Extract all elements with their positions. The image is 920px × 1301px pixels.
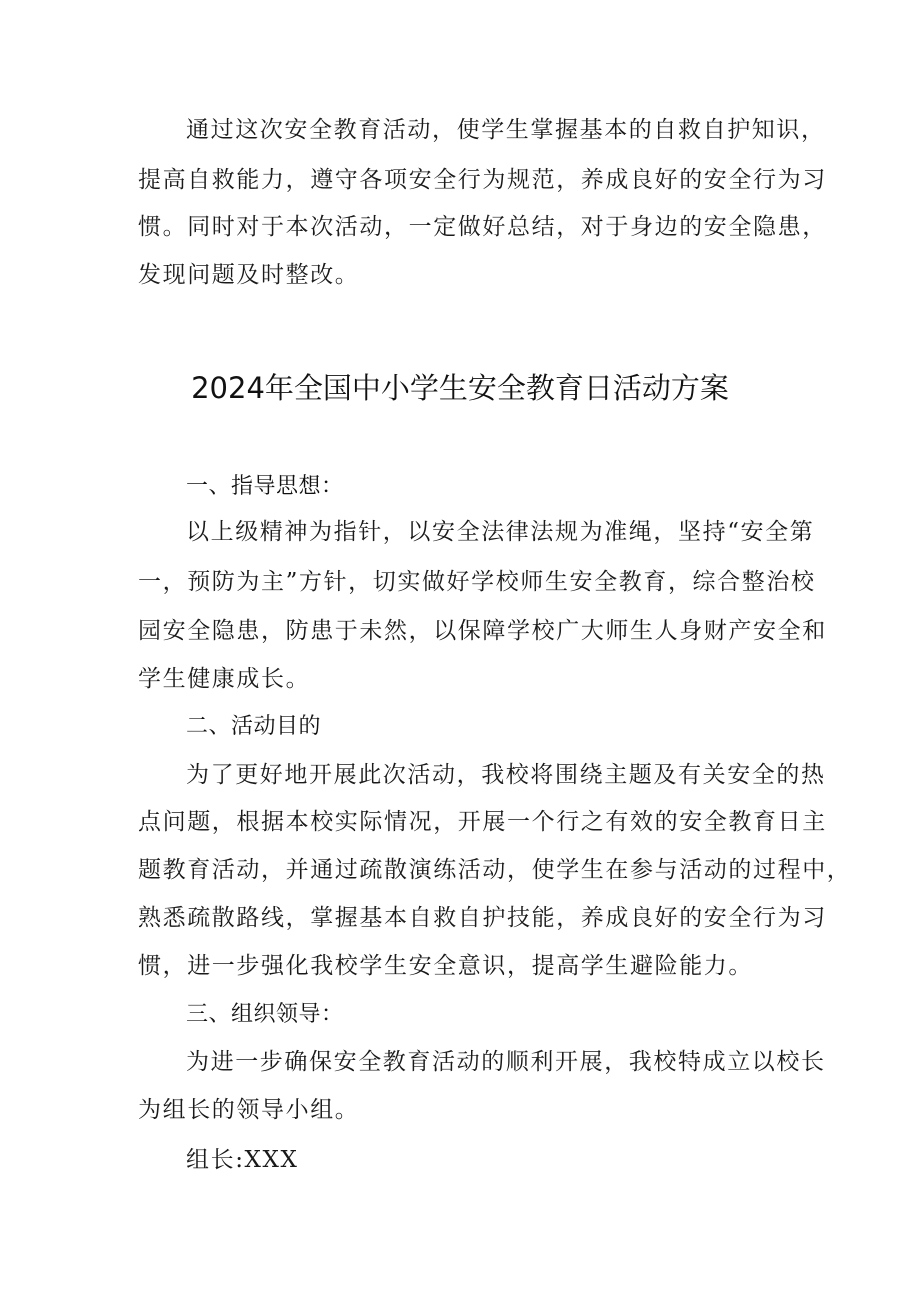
section-1-line-2: 一，预防为主”方针，切实做好学校师生安全教育，综合整治校 <box>138 569 816 595</box>
section-2-line-1: 为了更好地开展此次活动，我校将围绕主题及有关安全的热 <box>186 762 826 788</box>
section-1-line-4: 学生健康成长。 <box>138 666 311 692</box>
section-2-line-5: 惯，进一步强化我校学生安全意识，提高学生避险能力。 <box>138 953 753 979</box>
section-heading-organization: 三、组织领导： <box>186 1002 344 1027</box>
intro-line-3: 惯。同时对于本次活动，一定做好总结，对于身边的安全隐患， <box>138 214 827 240</box>
section-2-line-4: 熟悉疏散路线，掌握基本自救自护技能，养成良好的安全行为习 <box>138 905 827 931</box>
intro-line-1: 通过这次安全教育活动，使学生掌握基本的自救自护知识， <box>186 117 826 143</box>
intro-line-4: 发现问题及时整改。 <box>138 262 360 288</box>
document-title: 2024年全国中小学生安全教育日活动方案 <box>191 371 729 405</box>
intro-line-2: 提高自救能力，遵守各项安全行为规范，养成良好的安全行为习 <box>138 167 827 193</box>
section-3-line-1: 为进一步确保安全教育活动的顺利开展，我校特成立以校长 <box>186 1049 826 1075</box>
section-2-line-3: 题教育活动，并通过疏散演练活动，使学生在参与活动的过程中， <box>138 857 852 883</box>
leader-line: 组长:XXX <box>186 1147 299 1173</box>
section-3-line-2: 为组长的领导小组。 <box>138 1097 360 1123</box>
section-heading-guiding-ideology: 一、指导思想： <box>186 474 344 499</box>
section-2-line-2: 点问题，根据本校实际情况，开展一个行之有效的安全教育日主 <box>138 809 827 835</box>
section-1-line-1: 以上级精神为指针，以安全法律法规为准绳，坚持“安全第 <box>186 519 815 545</box>
section-1-line-3: 园安全隐患，防患于未然，以保障学校广大师生人身财产安全和 <box>138 618 827 644</box>
section-heading-activity-purpose: 二、活动目的 <box>186 714 322 739</box>
